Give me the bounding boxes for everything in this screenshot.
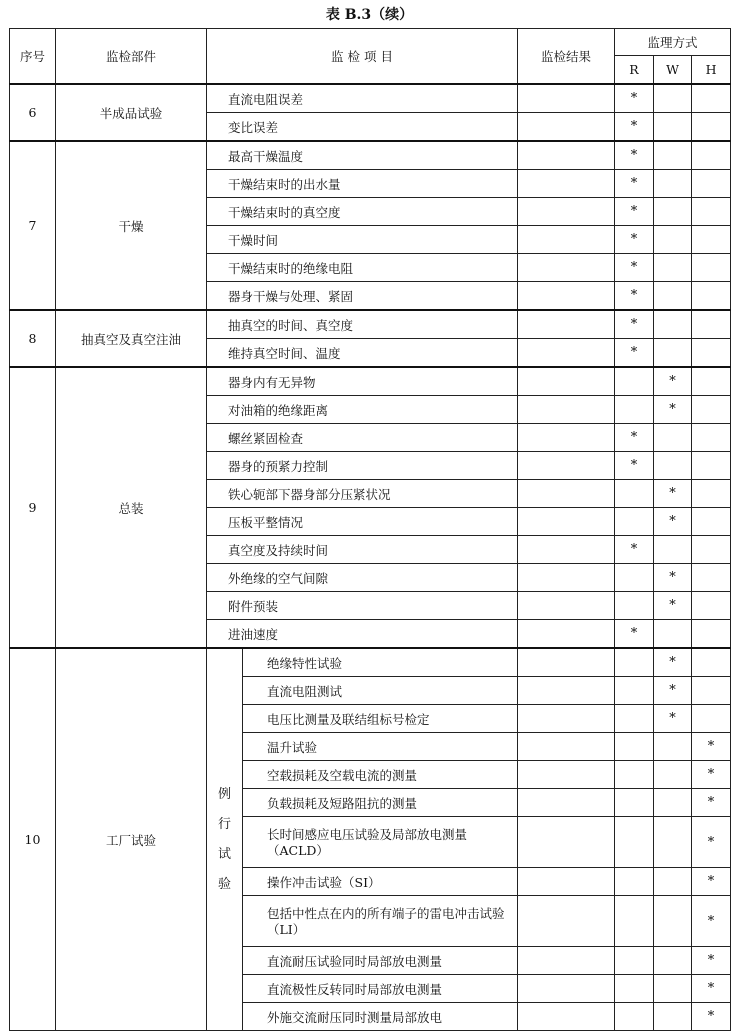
method-h-cell — [692, 452, 731, 480]
item-cell: 真空度及持续时间 — [207, 536, 518, 564]
method-r-cell — [615, 508, 654, 536]
method-r-cell: * — [615, 282, 654, 311]
method-h-cell — [692, 339, 731, 368]
part-cell: 半成品试验 — [56, 84, 207, 141]
method-h-cell: * — [692, 947, 731, 975]
result-cell — [518, 198, 615, 226]
item-cell: 附件预装 — [207, 592, 518, 620]
result-cell — [518, 452, 615, 480]
method-w-cell: * — [654, 367, 692, 396]
result-cell — [518, 896, 615, 947]
item-cell: 最高干燥温度 — [207, 141, 518, 170]
item-cell: 直流极性反转同时局部放电测量 — [243, 975, 518, 1003]
item-cell: 电压比测量及联结组标号检定 — [243, 705, 518, 733]
method-w-cell: * — [654, 592, 692, 620]
table-title: 表 B.3（续） — [325, 7, 414, 23]
item-cell: 器身的预紧力控制 — [207, 452, 518, 480]
seq-cell: 9 — [10, 367, 56, 648]
method-h-cell — [692, 84, 731, 113]
method-r-cell — [615, 975, 654, 1003]
method-w-cell — [654, 896, 692, 947]
result-cell — [518, 761, 615, 789]
table-row — [10, 648, 731, 677]
method-w-cell — [654, 1003, 692, 1031]
seq-cell: 10 — [10, 648, 56, 1031]
result-cell — [518, 141, 615, 170]
item-cell: 外施交流耐压同时测量局部放电 — [243, 1003, 518, 1031]
result-cell — [518, 705, 615, 733]
item-cell: 直流耐压试验同时局部放电测量 — [243, 947, 518, 975]
item-cell: 干燥结束时的绝缘电阻 — [207, 254, 518, 282]
method-h-cell: * — [692, 896, 731, 947]
method-w-cell: * — [654, 508, 692, 536]
method-h-cell: * — [692, 761, 731, 789]
method-h-cell: * — [692, 817, 731, 868]
method-h-cell: * — [692, 868, 731, 896]
result-cell — [518, 564, 615, 592]
result-cell — [518, 620, 615, 649]
item-cell: 操作冲击试验（SI） — [243, 868, 518, 896]
method-h-cell — [692, 592, 731, 620]
group-label-cell — [207, 648, 243, 1031]
result-cell — [518, 226, 615, 254]
item-cell: 温升试验 — [243, 733, 518, 761]
item-cell: 包括中性点在内的所有端子的雷电冲击试验（LI） — [243, 896, 518, 947]
result-cell — [518, 1003, 615, 1031]
method-r-cell — [615, 367, 654, 396]
method-h-cell — [692, 396, 731, 424]
result-cell — [518, 648, 615, 677]
method-h-cell — [692, 424, 731, 452]
group-label-char: 试 — [217, 846, 231, 862]
method-w-cell — [654, 339, 692, 368]
item-cell: 空载损耗及空载电流的测量 — [243, 761, 518, 789]
group-label-char: 验 — [217, 876, 231, 892]
method-w-cell — [654, 198, 692, 226]
method-w-cell — [654, 789, 692, 817]
item-cell: 器身内有无异物 — [207, 367, 518, 396]
method-r-cell — [615, 1003, 654, 1031]
table-body — [10, 84, 731, 1031]
result-cell — [518, 339, 615, 368]
method-w-cell: * — [654, 648, 692, 677]
method-h-cell — [692, 367, 731, 396]
item-cell: 压板平整情况 — [207, 508, 518, 536]
method-w-cell — [654, 424, 692, 452]
method-h-cell — [692, 310, 731, 339]
method-h-cell — [692, 198, 731, 226]
part-cell: 抽真空及真空注油 — [56, 310, 207, 367]
method-r-cell: * — [615, 226, 654, 254]
method-h-cell — [692, 564, 731, 592]
method-r-cell — [615, 480, 654, 508]
method-w-cell — [654, 536, 692, 564]
method-r-cell — [615, 817, 654, 868]
part-cell: 总装 — [56, 367, 207, 648]
method-r-cell: * — [615, 170, 654, 198]
method-w-cell — [654, 975, 692, 1003]
method-h-cell: * — [692, 1003, 731, 1031]
method-h-cell — [692, 648, 731, 677]
method-w-cell: * — [654, 480, 692, 508]
method-w-cell — [654, 254, 692, 282]
method-w-cell — [654, 282, 692, 311]
header-item: 监 检 项 目 — [207, 29, 518, 85]
table-row — [10, 310, 731, 339]
result-cell — [518, 84, 615, 113]
method-r-cell — [615, 705, 654, 733]
seq-cell: 8 — [10, 310, 56, 367]
method-r-cell — [615, 592, 654, 620]
result-cell — [518, 536, 615, 564]
method-w-cell — [654, 310, 692, 339]
method-r-cell: * — [615, 536, 654, 564]
method-r-cell: * — [615, 339, 654, 368]
method-h-cell — [692, 620, 731, 649]
item-cell: 干燥结束时的出水量 — [207, 170, 518, 198]
result-cell — [518, 282, 615, 311]
item-cell: 干燥结束时的真空度 — [207, 198, 518, 226]
result-cell — [518, 868, 615, 896]
method-r-cell: * — [615, 620, 654, 649]
inspection-table — [9, 28, 731, 1031]
method-r-cell — [615, 947, 654, 975]
item-cell: 绝缘特性试验 — [243, 648, 518, 677]
method-r-cell: * — [615, 452, 654, 480]
method-h-cell — [692, 113, 731, 142]
method-r-cell: * — [615, 84, 654, 113]
part-cell: 工厂试验 — [56, 648, 207, 1031]
method-r-cell — [615, 761, 654, 789]
method-h-cell — [692, 226, 731, 254]
method-w-cell: * — [654, 396, 692, 424]
result-cell — [518, 254, 615, 282]
result-cell — [518, 677, 615, 705]
result-cell — [518, 817, 615, 868]
part-cell: 干燥 — [56, 141, 207, 310]
method-h-cell — [692, 282, 731, 311]
method-h-cell — [692, 170, 731, 198]
method-w-cell — [654, 452, 692, 480]
method-h-cell — [692, 141, 731, 170]
item-cell: 直流电阻测试 — [243, 677, 518, 705]
method-r-cell: * — [615, 113, 654, 142]
table-row — [10, 367, 731, 396]
result-cell — [518, 424, 615, 452]
method-w-cell — [654, 761, 692, 789]
method-h-cell: * — [692, 789, 731, 817]
header-seq: 序号 — [10, 29, 56, 85]
method-w-cell — [654, 113, 692, 142]
method-h-cell — [692, 705, 731, 733]
result-cell — [518, 789, 615, 817]
result-cell — [518, 733, 615, 761]
result-cell — [518, 367, 615, 396]
method-r-cell — [615, 648, 654, 677]
result-cell — [518, 592, 615, 620]
seq-cell: 7 — [10, 141, 56, 310]
result-cell — [518, 113, 615, 142]
method-h-cell — [692, 677, 731, 705]
method-r-cell — [615, 677, 654, 705]
method-w-cell: * — [654, 564, 692, 592]
method-w-cell — [654, 141, 692, 170]
item-cell: 抽真空的时间、真空度 — [207, 310, 518, 339]
method-h-cell — [692, 508, 731, 536]
result-cell — [518, 480, 615, 508]
method-r-cell — [615, 789, 654, 817]
header-part: 监检部件 — [56, 29, 207, 85]
result-cell — [518, 947, 615, 975]
item-cell: 对油箱的绝缘距离 — [207, 396, 518, 424]
method-h-cell: * — [692, 975, 731, 1003]
method-r-cell: * — [615, 198, 654, 226]
item-cell: 长时间感应电压试验及局部放电测量（ACLD） — [243, 817, 518, 868]
item-cell: 铁心轭部下器身部分压紧状况 — [207, 480, 518, 508]
method-w-cell — [654, 733, 692, 761]
item-cell: 直流电阻误差 — [207, 84, 518, 113]
method-r-cell — [615, 868, 654, 896]
result-cell — [518, 396, 615, 424]
header-result: 监检结果 — [518, 29, 615, 85]
item-cell: 变比误差 — [207, 113, 518, 142]
method-w-cell — [654, 170, 692, 198]
method-w-cell — [654, 620, 692, 649]
result-cell — [518, 508, 615, 536]
method-r-cell: * — [615, 141, 654, 170]
method-h-cell — [692, 480, 731, 508]
header-h: H — [692, 56, 731, 85]
method-w-cell — [654, 226, 692, 254]
result-cell — [518, 170, 615, 198]
group-label-char: 行 — [217, 816, 231, 832]
method-r-cell: * — [615, 310, 654, 339]
item-cell: 螺丝紧固检查 — [207, 424, 518, 452]
method-h-cell: * — [692, 733, 731, 761]
method-w-cell — [654, 947, 692, 975]
method-r-cell: * — [615, 424, 654, 452]
result-cell — [518, 310, 615, 339]
item-cell: 干燥时间 — [207, 226, 518, 254]
method-w-cell — [654, 868, 692, 896]
method-w-cell: * — [654, 705, 692, 733]
seq-cell: 6 — [10, 84, 56, 141]
header-method: 监理方式 — [615, 29, 731, 56]
group-label-char: 例 — [217, 786, 231, 802]
method-r-cell — [615, 733, 654, 761]
method-r-cell: * — [615, 254, 654, 282]
method-r-cell — [615, 396, 654, 424]
method-w-cell — [654, 84, 692, 113]
item-cell: 器身干燥与处理、紧固 — [207, 282, 518, 311]
method-h-cell — [692, 536, 731, 564]
header-r: R — [615, 56, 654, 85]
header-w: W — [654, 56, 692, 85]
item-cell: 外绝缘的空气间隙 — [207, 564, 518, 592]
method-r-cell — [615, 564, 654, 592]
item-cell: 进油速度 — [207, 620, 518, 649]
item-cell: 维持真空时间、温度 — [207, 339, 518, 368]
method-h-cell — [692, 254, 731, 282]
method-w-cell: * — [654, 677, 692, 705]
item-cell: 负载损耗及短路阻抗的测量 — [243, 789, 518, 817]
method-w-cell — [654, 817, 692, 868]
table-row — [10, 84, 731, 113]
method-r-cell — [615, 896, 654, 947]
result-cell — [518, 975, 615, 1003]
table-row — [10, 141, 731, 170]
